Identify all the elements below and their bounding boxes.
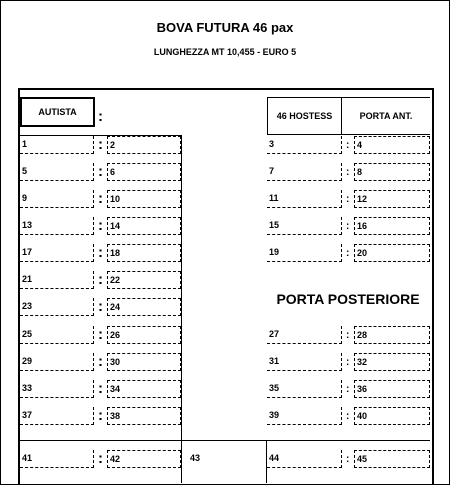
aisle-colon-left-5: : — [98, 271, 103, 288]
seat-24[interactable]: 24 — [107, 298, 181, 316]
seat-31[interactable]: 31 — [267, 353, 342, 371]
seat-45[interactable]: 45 — [354, 450, 430, 468]
left-block-divider — [181, 135, 182, 483]
seat-25[interactable]: 25 — [20, 326, 94, 344]
seat-21[interactable]: 21 — [20, 271, 94, 289]
page-title: BOVA FUTURA 46 pax — [156, 20, 294, 35]
hostess-label: 46 HOSTESS — [276, 111, 333, 121]
seat-6[interactable]: 6 — [107, 163, 181, 181]
seat-23[interactable]: 23 — [20, 298, 94, 316]
seat-2[interactable]: 2 — [107, 136, 181, 154]
seat-35[interactable]: 35 — [267, 380, 342, 398]
seat-33[interactable]: 33 — [20, 380, 94, 398]
hostess-box — [267, 97, 342, 135]
seat-29[interactable]: 29 — [20, 353, 94, 371]
aisle-colon-right-7: : — [346, 384, 350, 395]
seat-9[interactable]: 9 — [20, 190, 94, 208]
aisle-colon-left-1: : — [98, 163, 103, 180]
seat-26[interactable]: 26 — [107, 326, 181, 344]
seat-17[interactable]: 17 — [20, 244, 94, 262]
seat-5[interactable]: 5 — [20, 163, 94, 181]
seat-34[interactable]: 34 — [107, 380, 181, 398]
seat-14[interactable]: 14 — [107, 217, 181, 235]
seat-22[interactable]: 22 — [107, 271, 181, 289]
aisle-colon-left-10: : — [98, 407, 103, 424]
aisle-colon-left-2: : — [98, 190, 103, 207]
seat-43[interactable]: 43 — [190, 453, 201, 463]
aisle-colon-right-0: : — [346, 140, 350, 151]
aisle-colon-right-8: : — [346, 411, 350, 422]
seat-10[interactable]: 10 — [107, 190, 181, 208]
aisle-colon-left-8: : — [98, 353, 103, 370]
seat-39[interactable]: 39 — [267, 407, 342, 425]
seat-8[interactable]: 8 — [354, 163, 430, 181]
aisle-colon-right-5: : — [346, 330, 350, 341]
driver-colon: : — [98, 108, 103, 125]
page-subtitle: LUNGHEZZA MT 10,455 - EURO 5 — [153, 47, 297, 57]
seat-7[interactable]: 7 — [267, 163, 342, 181]
seat-13[interactable]: 13 — [20, 217, 94, 235]
aisle-colon-last-right: : — [346, 454, 350, 465]
seat-19[interactable]: 19 — [267, 244, 342, 262]
seat-44[interactable]: 44 — [267, 450, 342, 468]
seat-41[interactable]: 41 — [20, 450, 94, 468]
driver-label: AUTISTA — [38, 107, 77, 117]
seat-40[interactable]: 40 — [354, 407, 430, 425]
aisle-colon-right-4: : — [346, 248, 350, 259]
aisle-colon-left-9: : — [98, 380, 103, 397]
aisle-colon-left-4: : — [98, 244, 103, 261]
seat-37[interactable]: 37 — [20, 407, 94, 425]
seat-27[interactable]: 27 — [267, 326, 342, 344]
aisle-colon-left-3: : — [98, 217, 103, 234]
seat-16[interactable]: 16 — [354, 217, 430, 235]
aisle-colon-right-3: : — [346, 221, 350, 232]
front-door-label: PORTA ANT. — [359, 111, 413, 121]
driver-box — [20, 97, 95, 127]
seat-28[interactable]: 28 — [354, 326, 430, 344]
aisle-colon-right-2: : — [346, 194, 350, 205]
aisle-colon-left-6: : — [98, 298, 103, 315]
aisle-colon-left-7: : — [98, 326, 103, 343]
seat-32[interactable]: 32 — [354, 353, 430, 371]
aisle-colon-last-left: : — [98, 450, 103, 467]
seat-42[interactable]: 42 — [107, 450, 181, 468]
seat-1[interactable]: 1 — [20, 136, 94, 154]
aisle-colon-left-0: : — [98, 136, 103, 153]
front-door-box — [342, 97, 430, 135]
seat-11[interactable]: 11 — [267, 190, 342, 208]
seat-38[interactable]: 38 — [107, 407, 181, 425]
seat-20[interactable]: 20 — [354, 244, 430, 262]
aisle-colon-right-1: : — [346, 167, 350, 178]
seat-30[interactable]: 30 — [107, 353, 181, 371]
seat-36[interactable]: 36 — [354, 380, 430, 398]
seat-15[interactable]: 15 — [267, 217, 342, 235]
seat-3[interactable]: 3 — [267, 136, 342, 154]
last-row-top-line — [20, 440, 430, 441]
seat-18[interactable]: 18 — [107, 244, 181, 262]
aisle-colon-right-6: : — [346, 357, 350, 368]
seat-4[interactable]: 4 — [354, 136, 430, 154]
rear-door-label: PORTA POSTERIORE — [276, 291, 420, 307]
seat-12[interactable]: 12 — [354, 190, 430, 208]
